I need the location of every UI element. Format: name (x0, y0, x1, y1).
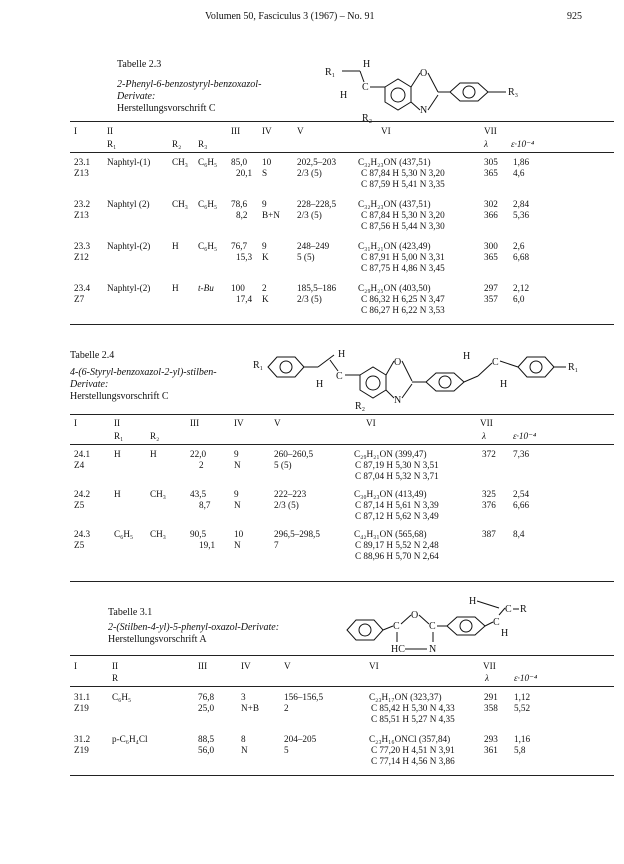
row-found: C 87,75 H 4,86 N 3,45 (361, 263, 445, 273)
row-epsilon-1: 2,12 (513, 283, 530, 293)
row-found: C 86,27 H 6,22 N 3,53 (361, 305, 445, 315)
struct2-r2-label: R₂ (355, 401, 366, 412)
row-epsilon-1: 1,86 (513, 157, 530, 167)
row-yield: 22,0 (190, 449, 207, 459)
struct-r2-label: R₂ (362, 113, 373, 124)
structure-benzoxazole-1 (310, 55, 535, 125)
table-2-3-method: Herstellungsvorschrift C (117, 103, 216, 114)
row-calculated: C 87,14 H 5,61 N 3,39 (355, 500, 439, 510)
row-formula: C₃₂H₂₃ON (437,51) (358, 199, 431, 209)
t31-head-ii: II (112, 661, 119, 671)
struct-o-label: O (420, 68, 428, 79)
t23-sub-r1: R₁ (107, 139, 117, 149)
row-r: p-C₆H₄Cl (112, 734, 148, 744)
row-ref: Z5 (74, 500, 85, 510)
row-yield-2: 8,2 (236, 210, 248, 220)
struct2-r3-label: R₁ (568, 362, 579, 373)
row-r2: CH₃ (150, 489, 166, 499)
row-solvent: B+N (262, 210, 280, 220)
row-calculated: C 87,19 H 5,30 N 3,51 (355, 460, 439, 470)
row-found: C 87,12 H 5,62 N 3,49 (355, 511, 439, 521)
row-col-v-2: 2/3 (5) (297, 168, 322, 178)
row-epsilon-2: 5,52 (514, 703, 531, 713)
row-ref: Z4 (74, 460, 85, 470)
row-lambda-1: 291 (484, 692, 498, 702)
row-calculated: C 87,84 H 5,30 N 3,20 (361, 168, 445, 178)
row-r: C₆H₅ (112, 692, 132, 702)
row-col-iv: 9 (262, 199, 267, 209)
table-3-1-top-rule (70, 655, 614, 656)
table-2-3-name-line2: Derivate: (117, 91, 156, 102)
table-2-3-bottom-rule (70, 324, 614, 325)
row-lambda-1: 387 (482, 529, 496, 539)
row-ref: Z19 (74, 703, 89, 713)
row-col-v-2: 5 (284, 745, 289, 755)
row-col-iv: 9 (234, 449, 239, 459)
row-col-v-2: 5 (5) (297, 252, 315, 262)
row-epsilon-2: 4,6 (513, 168, 525, 178)
row-lambda-1: 293 (484, 734, 498, 744)
row-lambda-2: 365 (484, 168, 498, 178)
row-solvent: N (234, 540, 241, 550)
t24-sub-r2: R₂ (150, 431, 160, 441)
struct2-h2-label: H (316, 379, 324, 390)
row-lambda-1: 372 (482, 449, 496, 459)
row-found: C 87,56 H 5,44 N 3,30 (361, 221, 445, 231)
struct2-r1-label: R₁ (253, 360, 264, 371)
row-ref: Z5 (74, 540, 85, 550)
t23-head-vi: VI (381, 126, 391, 136)
struct2-o-label: O (394, 357, 402, 368)
row-melting-point: 202,5–203 (297, 157, 337, 167)
row-ref: Z7 (74, 294, 85, 304)
t31-sub-lambda: λ (485, 673, 489, 683)
row-lambda-1: 300 (484, 241, 498, 251)
row-calculated: C 85,42 H 5,30 N 4,33 (371, 703, 455, 713)
struct3-c-label: C (493, 617, 500, 628)
table-2-4-name-line2: Derivate: (70, 379, 109, 390)
t24-sub-r1: R₁ (114, 431, 124, 441)
row-found: C 77,14 H 4,56 N 3,86 (371, 756, 455, 766)
table-3-1-label: Tabelle 3.1 (108, 607, 153, 618)
row-epsilon-2: 6,68 (513, 252, 530, 262)
row-epsilon-2: 5,8 (514, 745, 526, 755)
struct3-c2-label: C (393, 621, 400, 632)
t24-head-i: I (74, 418, 78, 428)
t24-sub-epsilon: ε·10⁻⁴ (513, 431, 537, 441)
row-formula: C₂₉H₂₅ON (403,50) (358, 283, 431, 293)
row-col-iv: 9 (234, 489, 239, 499)
row-formula: C₄₂H₃₁ON (565,68) (354, 529, 427, 539)
structure-stilbenyl-oxazole (335, 588, 535, 658)
row-lambda-2: 366 (484, 210, 498, 220)
table-3-1-bottom-rule (70, 775, 614, 776)
t31-head-vii: VII (483, 661, 496, 671)
table-2-4-label: Tabelle 2.4 (70, 350, 115, 361)
row-epsilon-2: 5,36 (513, 210, 530, 220)
row-number: 23.2 (74, 199, 91, 209)
table-3-1-method: Herstellungsvorschrift A (108, 634, 207, 645)
row-melting-point: 204–205 (284, 734, 317, 744)
row-number: 23.4 (74, 283, 91, 293)
row-melting-point: 248–249 (297, 241, 330, 251)
row-epsilon-1: 8,4 (513, 529, 525, 539)
struct3-n-label: N (429, 644, 437, 655)
table-2-3-name-line1: 2-Phenyl-6-benzostyryl-benzoxazol- (117, 79, 262, 90)
row-r3: C₆H₅ (198, 199, 218, 209)
t23-sub-r2: R₂ (172, 139, 182, 149)
row-formula: C₂₃H₁₆ONCl (357,84) (369, 734, 451, 744)
t23-sub-epsilon: ε·10⁻⁴ (511, 139, 535, 149)
row-melting-point: 228–228,5 (297, 199, 337, 209)
row-r1: H (114, 449, 121, 459)
row-ref: Z13 (74, 210, 89, 220)
table-2-4-head-rule (70, 444, 614, 445)
row-lambda-1: 297 (484, 283, 498, 293)
row-number: 31.1 (74, 692, 91, 702)
t31-head-vi: VI (369, 661, 379, 671)
table-3-1-name: 2-(Stilben-4-yl)-5-phenyl-oxazol-Derivate: (108, 622, 280, 633)
row-epsilon-1: 1,16 (514, 734, 531, 744)
row-lambda-1: 305 (484, 157, 498, 167)
row-r3: C₆H₅ (198, 157, 218, 167)
row-r2: CH₃ (150, 529, 166, 539)
t24-head-v: V (274, 418, 281, 428)
row-col-v-2: 7 (274, 540, 279, 550)
row-melting-point: 296,5–298,5 (274, 529, 320, 539)
struct2-h3-label: H (463, 351, 471, 362)
journal-header: Volumen 50, Fasciculus 3 (1967) – No. 91 (205, 11, 375, 22)
row-calculated: C 77,20 H 4,51 N 3,91 (371, 745, 455, 755)
table-2-4-bottom-rule (70, 581, 614, 582)
t23-head-i: I (74, 126, 78, 136)
row-melting-point: 260–260,5 (274, 449, 314, 459)
row-yield: 90,5 (190, 529, 207, 539)
row-solvent: N+B (241, 703, 259, 713)
row-calculated: C 89,17 H 5,52 N 2,48 (355, 540, 439, 550)
t24-head-vi: VI (366, 418, 376, 428)
t24-head-vii: VII (480, 418, 493, 428)
row-r3: C₆H₅ (198, 241, 218, 251)
struct3-h2-label: H (501, 628, 509, 639)
row-found: C 87,59 H 5,41 N 3,35 (361, 179, 445, 189)
row-solvent: S (262, 168, 268, 178)
table-2-4-name-line1: 4-(6-Styryl-benzoxazol-2-yl)-stilben- (70, 367, 217, 378)
row-number: 31.2 (74, 734, 91, 744)
struct-r1-label: R₁ (325, 67, 336, 78)
struct3-c-top-label: C (505, 604, 512, 615)
struct3-o-label: O (411, 610, 419, 621)
row-col-v-2: 5 (5) (274, 460, 292, 470)
row-formula: C₃₂H₂₃ON (437,51) (358, 157, 431, 167)
struct2-n-label: N (394, 395, 402, 406)
struct-c-label: C (362, 82, 369, 93)
t31-head-iv: IV (241, 661, 251, 671)
row-formula: C₃₀H₂₃ON (413,49) (354, 489, 427, 499)
row-yield: 85,0 (231, 157, 248, 167)
row-col-iv: 2 (262, 283, 267, 293)
row-yield-2: 56,0 (198, 745, 215, 755)
row-col-iv: 8 (241, 734, 246, 744)
struct2-h1-label: H (338, 349, 346, 360)
row-solvent: K (262, 252, 269, 262)
struct-h1-label: H (363, 59, 371, 70)
row-found: C 87,04 H 5,32 N 3,71 (355, 471, 439, 481)
row-solvent: N (234, 460, 241, 470)
row-epsilon-2: 6,0 (513, 294, 525, 304)
row-epsilon-2: 6,66 (513, 500, 530, 510)
row-r1: Naphtyl-(2) (107, 283, 151, 293)
t23-sub-lambda: λ (484, 139, 488, 149)
struct3-r-label: R (520, 604, 527, 615)
t31-sub-epsilon: ε·10⁻⁴ (514, 673, 538, 683)
row-lambda-2: 365 (484, 252, 498, 262)
row-epsilon-1: 2,6 (513, 241, 525, 251)
row-melting-point: 185,5–186 (297, 283, 337, 293)
t23-head-ii: II (107, 126, 114, 136)
row-r2: H (172, 283, 179, 293)
struct3-h1-label: H (469, 596, 477, 607)
struct-n-label: N (420, 105, 428, 116)
row-lambda-2: 358 (484, 703, 498, 713)
row-number: 24.2 (74, 489, 91, 499)
row-yield: 88,5 (198, 734, 215, 744)
row-r1: Naphtyl-(1) (107, 157, 151, 167)
row-r2: CH₃ (172, 157, 188, 167)
t24-head-iv: IV (234, 418, 244, 428)
table-2-3-head-rule (70, 152, 614, 153)
t24-head-ii: II (114, 418, 121, 428)
table-2-3-top-rule (70, 121, 614, 122)
row-epsilon-1: 2,84 (513, 199, 530, 209)
t31-head-i: I (74, 661, 78, 671)
row-yield: 100 (231, 283, 245, 293)
row-melting-point: 222–223 (274, 489, 307, 499)
row-lambda-2: 357 (484, 294, 498, 304)
row-yield: 76,8 (198, 692, 215, 702)
row-col-v-2: 2/3 (5) (297, 294, 322, 304)
struct3-hc-label: HC (391, 644, 405, 655)
row-r2: H (172, 241, 179, 251)
row-yield-2: 19,1 (199, 540, 216, 550)
t31-sub-r: R (112, 673, 119, 683)
struct2-c2-label: C (492, 357, 499, 368)
row-found: C 85,51 H 5,27 N 4,35 (371, 714, 455, 724)
row-number: 23.3 (74, 241, 91, 251)
t31-head-v: V (284, 661, 291, 671)
row-epsilon-1: 1,12 (514, 692, 531, 702)
struct3-c3-label: C (429, 621, 436, 632)
row-col-v-2: 2 (284, 703, 289, 713)
row-ref: Z19 (74, 745, 89, 755)
row-formula: C₂₃H₁₇ON (323,37) (369, 692, 442, 702)
row-number: 24.3 (74, 529, 91, 539)
row-found: C 88,96 H 5,70 N 2,64 (355, 551, 439, 561)
t31-head-iii: III (198, 661, 208, 671)
t23-head-vii: VII (484, 126, 497, 136)
row-col-iv: 10 (262, 157, 272, 167)
row-yield-2: 15,3 (236, 252, 253, 262)
t23-head-iii: III (231, 126, 241, 136)
row-r1: H (114, 489, 121, 499)
struct2-c-label: C (336, 371, 343, 382)
row-yield-2: 2 (199, 460, 204, 470)
row-solvent: K (262, 294, 269, 304)
row-col-v-2: 2/3 (5) (274, 500, 299, 510)
row-melting-point: 156–156,5 (284, 692, 324, 702)
structure-styryl-benzoxazole (250, 343, 620, 415)
row-formula: C₃₁H₂₁ON (423,49) (358, 241, 431, 251)
row-r1: C₆H₅ (114, 529, 134, 539)
row-yield: 76,7 (231, 241, 248, 251)
row-yield-2: 20,1 (236, 168, 253, 178)
page-number: 925 (567, 11, 582, 22)
table-2-4-top-rule (70, 414, 614, 415)
row-calculated: C 86,32 H 6,25 N 3,47 (361, 294, 445, 304)
row-calculated: C 87,91 H 5,00 N 3,31 (361, 252, 445, 262)
table-2-3-label: Tabelle 2.3 (117, 59, 162, 70)
row-r1: Naphtyl-(2) (107, 241, 151, 251)
struct-r3-label: R₃ (508, 87, 519, 98)
struct2-h4-label: H (500, 379, 508, 390)
row-r2: H (150, 449, 157, 459)
row-epsilon-1: 7,36 (513, 449, 530, 459)
row-lambda-2: 376 (482, 500, 496, 510)
row-solvent: N (234, 500, 241, 510)
t23-head-v: V (297, 126, 304, 136)
row-col-v-2: 2/3 (5) (297, 210, 322, 220)
struct-h2-label: H (340, 90, 348, 101)
row-col-iv: 3 (241, 692, 246, 702)
row-calculated: C 87,84 H 5,30 N 3,20 (361, 210, 445, 220)
row-r1: Naphtyl (2) (107, 199, 150, 209)
row-lambda-1: 302 (484, 199, 498, 209)
row-r2: CH₃ (172, 199, 188, 209)
row-r3: t-Bu (198, 283, 214, 293)
row-yield-2: 8,7 (199, 500, 211, 510)
row-yield-2: 17,4 (236, 294, 253, 304)
t24-sub-lambda: λ (482, 431, 486, 441)
row-yield: 78,6 (231, 199, 248, 209)
row-col-iv: 10 (234, 529, 244, 539)
row-number: 23.1 (74, 157, 91, 167)
row-yield-2: 25,0 (198, 703, 215, 713)
row-number: 24.1 (74, 449, 91, 459)
t23-head-iv: IV (262, 126, 272, 136)
row-formula: C₂₉H₂₁ON (399,47) (354, 449, 427, 459)
row-col-iv: 9 (262, 241, 267, 251)
t23-sub-r3: R₃ (198, 139, 208, 149)
row-solvent: N (241, 745, 248, 755)
row-ref: Z13 (74, 168, 89, 178)
row-yield: 43,5 (190, 489, 207, 499)
table-3-1-head-rule (70, 686, 614, 687)
row-ref: Z12 (74, 252, 89, 262)
row-lambda-1: 325 (482, 489, 496, 499)
table-2-4-method: Herstellungsvorschrift C (70, 391, 169, 402)
row-epsilon-1: 2,54 (513, 489, 530, 499)
t24-head-iii: III (190, 418, 200, 428)
row-lambda-2: 361 (484, 745, 498, 755)
